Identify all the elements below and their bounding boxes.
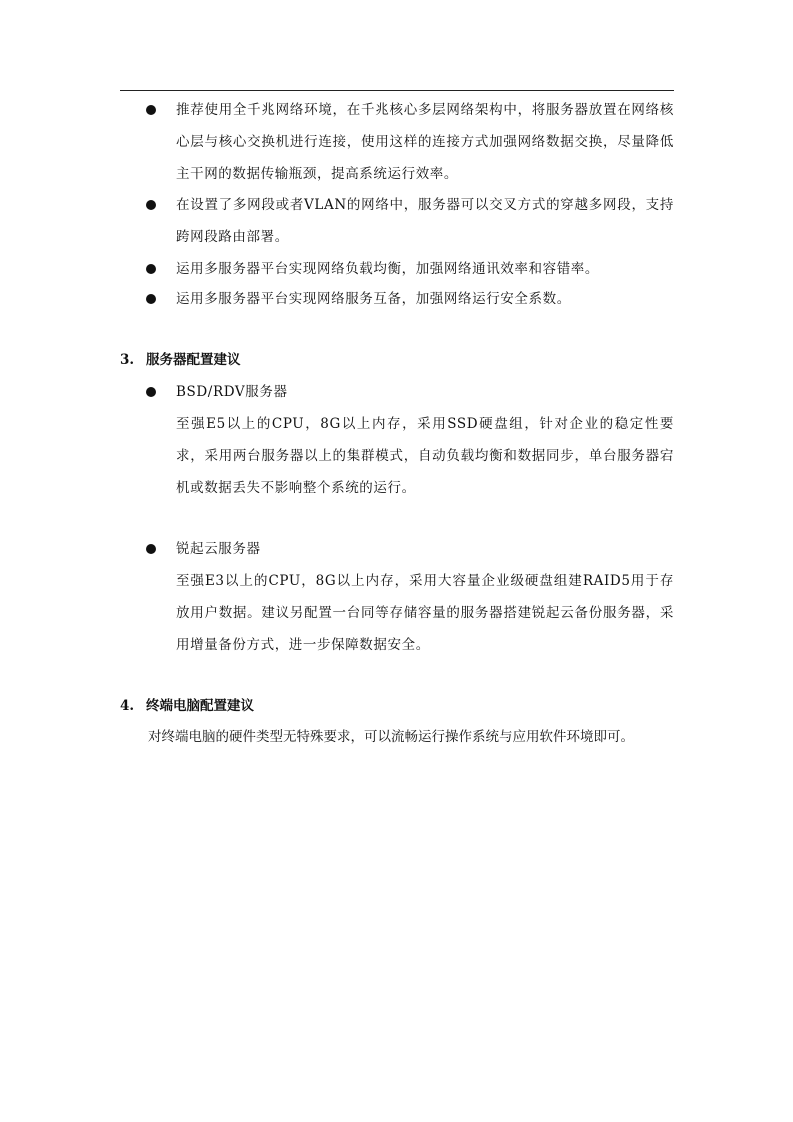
bullet-text-network-core: 推荐使用全千兆网络环境，在千兆核心多层网络架构中，将服务器放置在网络核心层与核心交换机进行连接，使用这样的连接方式加强网络数据交换，尽量降低主干网的数据传输瓶颈，提高系统运行效率。: [176, 102, 674, 182]
server-item-text-ruiqi-cloud: 至强E3以上的CPU，8G以上内存，采用大容量企业级硬盘组建RAID5用于存放用户数据。建议另配置一台同等存储容量的服务器搭建锐起云备份服务器，采用增量备份方式，进一步保障数据安全。: [176, 573, 674, 653]
bullet-icon: [146, 105, 156, 115]
server-item-text-bsd-rdv: 至强E5以上的CPU，8G以上内存，采用SSD硬盘组，针对企业的稳定性要求，采用两台服务器以上的集群模式，自动负载均衡和数据同步，单台服务器宕机或数据丢失不影响整个系统的运行。: [176, 416, 674, 496]
section-title: 服务器配置建议: [146, 352, 241, 368]
header-rule: [120, 90, 674, 91]
section-title: 终端电脑配置建议: [146, 698, 254, 714]
bullet-icon: [146, 387, 156, 397]
bullet-icon: [146, 200, 156, 210]
bullet-icon: [146, 294, 156, 304]
bullet-icon: [146, 544, 156, 554]
section-number: 4.: [120, 698, 135, 714]
section-text-terminal: 对终端电脑的硬件类型无特殊要求，可以流畅运行操作系统与应用软件环境即可。: [148, 729, 634, 745]
section-heading-server-config: [120, 350, 241, 370]
bullet-text-vlan: 在设置了多网段或者VLAN的网络中，服务器可以交叉方式的穿越多网段，支持跨网段路由部署。: [176, 197, 674, 245]
section-number: 3.: [120, 352, 135, 368]
bullet-text-mutual-backup: 运用多服务器平台实现网络服务互备，加强网络运行安全系数。: [176, 291, 571, 307]
server-item-label-bsd-rdv: BSD/RDV服务器: [176, 384, 288, 400]
section-heading-terminal-config: [120, 696, 254, 716]
bullet-icon: [146, 264, 156, 274]
server-item-label-ruiqi-cloud: 锐起云服务器: [176, 541, 261, 557]
bullet-text-load-balance: 运用多服务器平台实现网络负载均衡，加强网络通讯效率和容错率。: [176, 261, 599, 277]
